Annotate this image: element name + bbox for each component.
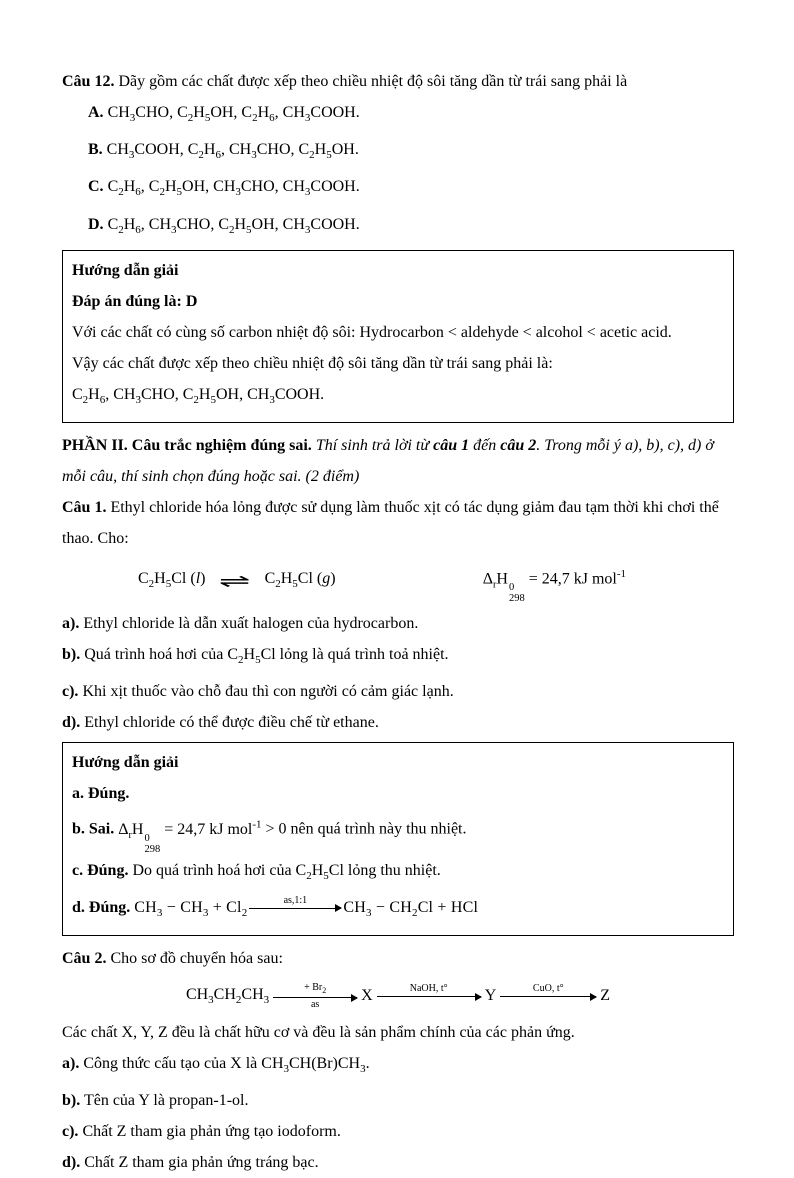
part2-cau2-ref: câu 2 [500,436,537,454]
arrow-line-icon [249,908,341,909]
statement-text: Quá trình hoá hơi của $C_2H_5Cl$ lỏng là quá trình toả nhiệt. [80,646,449,667]
sol1-b-text: > 0 nên quá trình này thu nhiệt. [261,820,467,838]
q12-option-b [88,134,734,171]
statement-label: b). [62,1092,81,1110]
q2-statement-b [62,1085,734,1116]
part2-header [62,430,734,492]
statement-text: Tên của Y là propan-1-ol. [80,1092,249,1110]
q1-statement-b [62,639,734,676]
equation-lhs: $C_2H_5Cl$ (l) [138,570,206,591]
arrow-reagent-label: CuO, t° [532,983,564,995]
part2-cau1-ref: câu 1 [433,436,470,454]
option-letter: B. [88,141,103,159]
solution-line: $C_2H_6$, $CH_3CHO$, $C_2H_5OH$, $CH_3COOH$. [72,385,325,406]
option-letter: D. [88,215,104,233]
solution-title: Hướng dẫn giải [72,261,179,279]
question-12-label: Câu 12. [62,73,115,90]
question-12 [62,66,734,97]
arrow-condition-label: as [310,999,320,1011]
statement-label: d). [62,1154,81,1172]
equation-rhs: $C_2H_5Cl$ (g) [264,570,336,591]
option-text: $C_2H_6$, $CH_3CHO$, $C_2H_5OH$, $CH_3COOH$. [103,215,360,236]
q12-option-a [88,97,734,134]
statement-label: a). [62,615,80,633]
option-letter: C. [88,178,104,196]
q1-statement-a [62,608,734,639]
question-2-text: Cho sơ đồ chuyển hóa sau: [106,950,283,968]
statement-label: b). [62,646,81,664]
sup-sub-stack: 0 298 [508,582,525,605]
reaction-arrow [249,896,341,921]
q1-statement-d [62,707,734,738]
sol1-row-a: a. Đúng. [72,785,130,803]
statement-label: a). [62,1055,80,1073]
option-text: $C_2H_6$, $C_2H_5OH$, $CH_3CHO$, $CH_3COOH$. [103,178,360,199]
statement-text: Chất Z tham gia phản ứng tạo iodoform. [78,1123,341,1141]
q2-statement-a [62,1048,734,1085]
sol1-c-text: Do quá trình hoá hơi của $C_2H_5Cl$ lỏng thu nhiệt. [128,861,441,883]
solution-line: Vậy các chất được xếp theo chiều nhiệt độ sôi tăng dần từ trái sang phải là: [72,354,553,372]
statement-text: Công thức cấu tạo của X là $CH_3CH(Br)CH_3$. [79,1055,370,1076]
sup-sub-stack: 0 298 [144,832,161,855]
statement-label: c). [62,1123,79,1141]
equilibrium-arrows-icon: ⇌ [219,571,251,593]
q12-option-d [88,209,734,246]
q2-statement-d [62,1147,734,1178]
arrow-line-icon [273,997,357,998]
sol1-row-b: b. Sai. $\Delta_rH$ 0 298 = 24,7 kJ mol$^{-1}$ > 0 nên quá trình này thu nhiệt. [72,818,467,855]
scheme-compound-y: Y [484,987,497,1005]
reaction-rhs: $CH_3 - CH_2Cl$ + HCl [343,899,479,920]
q12-option-c [88,171,734,208]
arrow-line-icon [500,996,596,997]
sol1-row-d: d. Đúng. $CH_3 - CH_3 + Cl_2$ as,1:1 $CH_3 - CH_2Cl$ + HCl [72,894,479,920]
question-2 [62,943,734,974]
reaction-lhs: $CH_3 - CH_3 + Cl_2$ [134,899,248,920]
part2-instruction: đến [469,436,501,454]
option-text: $CH_3CHO$, $C_2H_5OH$, $C_2H_6$, $CH_3COOH$. [103,104,360,125]
statement-text: Ethyl chloride là dẫn xuất halogen của hydrocarbon. [79,615,419,633]
question-1 [62,492,734,554]
q2-statement-c [62,1116,734,1147]
solution-title: Hướng dẫn giải [72,754,179,772]
q1-statement-c [62,676,734,707]
arrow-reagent-label: + $Br_2$ [304,982,327,996]
part2-instruction: Thí sinh trả lời từ [315,436,434,454]
solution-line: Với các chất có cùng số carbon nhiệt độ sôi: Hydrocarbon < aldehyde < alcohol < acetic acid. [72,323,672,341]
statement-text: Chất Z tham gia phản ứng tráng bạc. [80,1154,319,1172]
part2-instruction: . Trong mỗi ý a), b), c), d) ở mỗi câu, thí sinh chọn đúng hoặc sai. (2 điểm) [62,436,714,485]
scheme-compound-x: X [361,987,373,1005]
sol1-row-c: c. Đúng. Do quá trình hoá hơi của $C_2H_5Cl$ lỏng thu nhiệt. [72,861,441,883]
arrow-reagent-label: NaOH, t° [409,983,448,995]
scheme-arrow-1 [273,983,357,1010]
scheme-compound-z: Z [600,987,611,1005]
q2-description: Các chất X, Y, Z đều là chất hữu cơ và đều là sản phẩm chính của các phản ứng. [62,1024,575,1042]
scheme-start-compound: $CH_3CH_2CH_3$ [185,986,270,1007]
question-1-label: Câu 1. [62,498,107,516]
delta-h-notation: $\Delta_rH$ 0 298 = 24,7 kJ mol$^{-1}$ [482,567,626,605]
question-1-text: Ethyl chloride hóa lỏng được sử dụng làm thuốc xịt có tác dụng giảm đau tạm thời khi chơi thể thao. Cho: [62,498,719,547]
statement-text: Ethyl chloride có thể được điều chế từ ethane. [80,714,379,732]
arrow-condition-label: as,1:1 [283,894,308,906]
question-2-label: Câu 2. [62,950,107,968]
solution-box-q1 [62,742,734,936]
scheme-arrow-3 [500,984,596,1009]
reaction-scheme [62,983,734,1010]
statement-label: c). [62,683,79,701]
delta-h-notation: $\Delta_rH$ 0 298 = 24,7 kJ mol$^{-1}$ [118,818,262,855]
correct-answer: Đáp án đúng là: D [72,292,198,310]
solution-box-q12 [62,250,734,423]
scheme-arrow-2 [377,984,481,1009]
statement-text: Khi xịt thuốc vào chỗ đau thì con người có cảm giác lạnh. [78,683,454,701]
equation-line [62,559,734,604]
option-text: $CH_3COOH$, $C_2H_6$, $CH_3CHO$, $C_2H_5OH$. [102,141,359,162]
question-12-text: Dãy gồm các chất được xếp theo chiều nhiệt độ sôi tăng dần từ trái sang phải là [114,73,628,90]
option-letter: A. [88,104,104,121]
statement-label: d). [62,714,81,732]
part2-title: PHẦN II. Câu trắc nghiệm đúng sai. [62,436,316,454]
arrow-line-icon [377,996,481,997]
